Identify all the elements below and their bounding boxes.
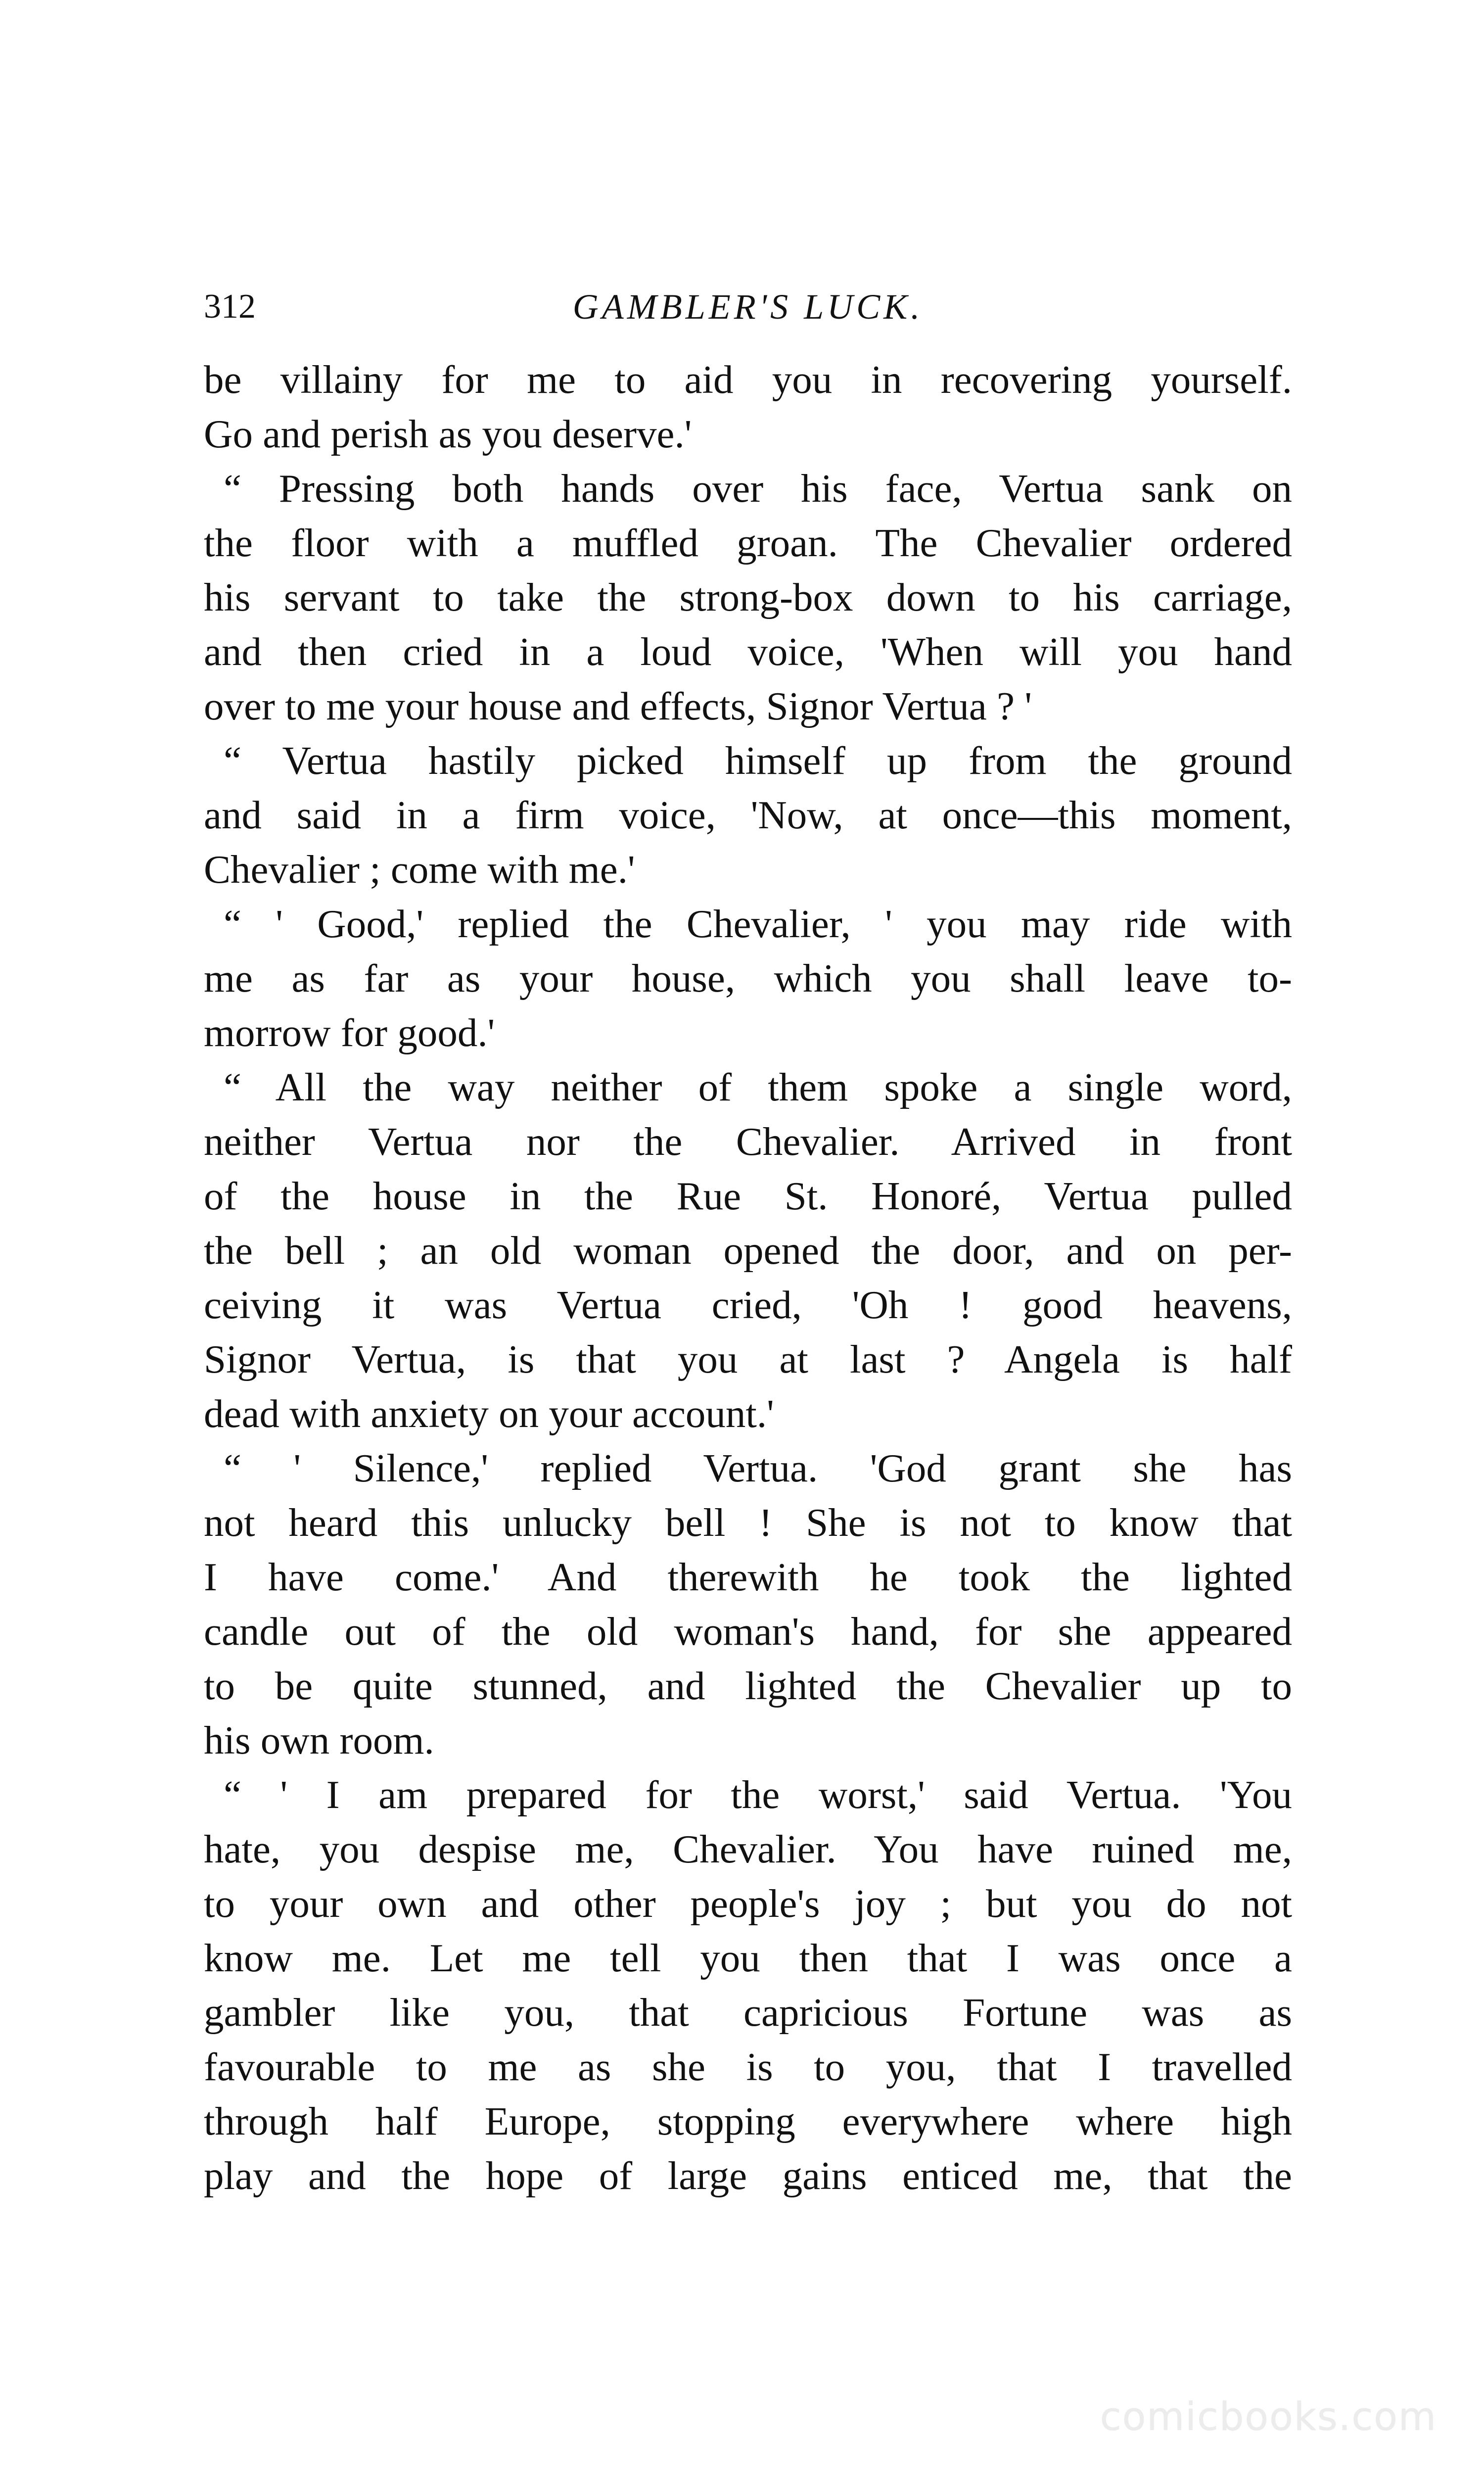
- text-line: dead with anxiety on your account.': [204, 1391, 774, 1436]
- text-line: and then cried in a loud voice, 'When will you hand: [204, 629, 1292, 674]
- text-line: not heard this unlucky bell ! She is not to know that: [204, 1500, 1292, 1545]
- text-line: know me. Let me tell you then that I was once a: [204, 1936, 1292, 1980]
- text-line: “ All the way neither of them spoke a single word,: [224, 1065, 1292, 1109]
- page-number: 312: [204, 287, 256, 326]
- text-line: neither Vertua nor the Chevalier. Arrived in front: [204, 1119, 1292, 1164]
- running-head: [204, 280, 1292, 334]
- text-line: morrow for good.': [204, 1010, 495, 1055]
- text-line: the floor with a muffled groan. The Chevalier ordered: [204, 521, 1292, 565]
- text-line: of the house in the Rue St. Honoré, Vertua pulled: [204, 1174, 1292, 1218]
- text-line: me as far as your house, which you shall leave to-: [204, 956, 1292, 1000]
- text-line: hate, you despise me, Chevalier. You have ruined me,: [204, 1827, 1292, 1871]
- text-line: through half Europe, stopping everywhere where high: [204, 2099, 1292, 2143]
- body-text: [204, 352, 1292, 2203]
- text-line: “ Pressing both hands over his face, Vertua sank on: [224, 466, 1292, 511]
- watermark: comicbooks.com: [1100, 2395, 1437, 2439]
- text-line: his servant to take the strong-box down to his carriage,: [204, 575, 1292, 619]
- running-title: GAMBLER'S LUCK.: [572, 287, 924, 327]
- text-line: to your own and other people's joy ; but you do not: [204, 1881, 1292, 1926]
- text-line: Go and perish as you deserve.': [204, 412, 692, 456]
- text-line: be villainy for me to aid you in recovering yourself.: [204, 357, 1292, 402]
- text-line: “ Vertua hastily picked himself up from the ground: [224, 738, 1292, 783]
- text-line: “ ' Silence,' replied Vertua. 'God grant she has: [224, 1446, 1292, 1490]
- text-line: gambler like you, that capricious Fortune was as: [204, 1990, 1292, 2035]
- text-line: his own room.: [204, 1718, 434, 1762]
- text-line: Chevalier ; come with me.': [204, 847, 635, 892]
- text-line: ceiving it was Vertua cried, 'Oh ! good heavens,: [204, 1283, 1292, 1327]
- text-line: “ ' Good,' replied the Chevalier, ' you may ride with: [224, 902, 1292, 946]
- text-line: and said in a firm voice, 'Now, at once—this moment,: [204, 793, 1292, 837]
- text-line: over to me your house and effects, Signor Vertua ? ': [204, 684, 1032, 728]
- text-line: Signor Vertua, is that you at last ? Angela is half: [204, 1337, 1292, 1381]
- text-line: to be quite stunned, and lighted the Chevalier up to: [204, 1664, 1292, 1708]
- text-line: favourable to me as she is to you, that I travelled: [204, 2045, 1292, 2089]
- text-line: candle out of the old woman's hand, for she appeared: [204, 1609, 1292, 1654]
- text-line: I have come.' And therewith he took the lighted: [204, 1555, 1292, 1599]
- text-line: play and the hope of large gains enticed me, that the: [204, 2153, 1292, 2198]
- text-line: “ ' I am prepared for the worst,' said Vertua. 'You: [224, 1772, 1292, 1817]
- text-line: the bell ; an old woman opened the door, and on per-: [204, 1228, 1292, 1273]
